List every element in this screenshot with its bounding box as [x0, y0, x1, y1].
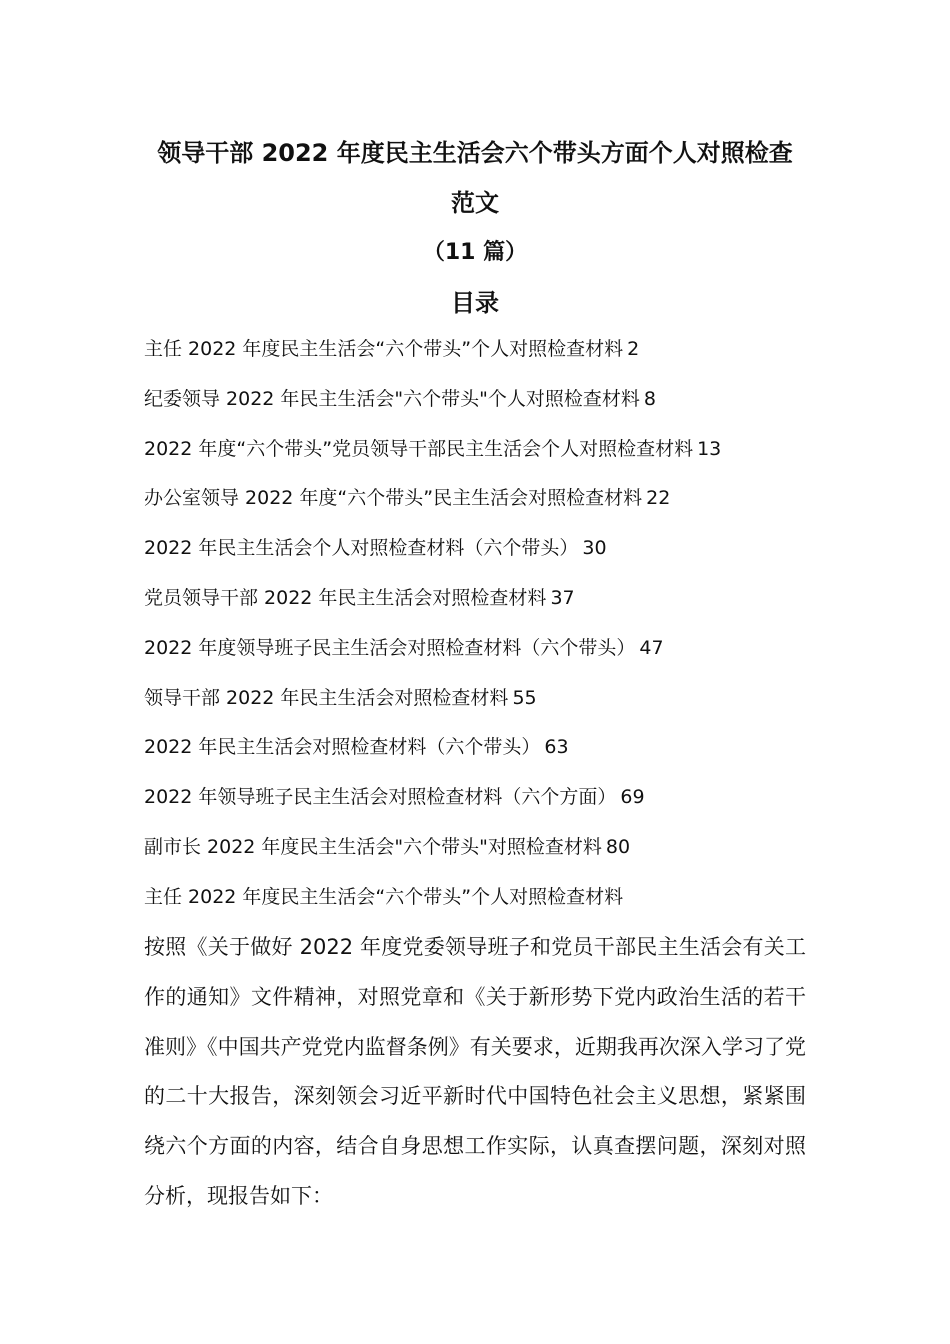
toc-entry-text: 2022 年领导班子民主生活会对照检查材料（六个方面） [144, 786, 617, 809]
toc-entry-text: 2022 年度“六个带头”党员领导干部民主生活会个人对照检查材料 [144, 437, 694, 460]
toc-entry[interactable] [144, 524, 824, 574]
toc-heading: 目录 [451, 289, 499, 317]
toc-entry-text: 2022 年民主生活会对照检查材料（六个带头） [144, 736, 541, 759]
document-count: （11 篇） [422, 240, 528, 265]
toc-entry-page: 80 [605, 835, 631, 858]
toc-entry[interactable] [144, 325, 824, 375]
document-title-line2: 范文 [451, 189, 499, 217]
toc-entry-page: 55 [512, 686, 537, 709]
toc-entry-text: 党员领导干部 2022 年民主生活会对照检查材料 [144, 586, 547, 609]
title-block [0, 128, 950, 328]
document-title [135, 128, 815, 228]
table-of-contents [144, 325, 824, 873]
toc-entry[interactable] [144, 773, 824, 823]
toc-entry[interactable] [144, 624, 824, 674]
toc-entry-page: 63 [544, 736, 569, 759]
toc-entry-text: 主任 2022 年度民主生活会“六个带头”个人对照检查材料 [144, 338, 624, 360]
toc-entry-text: 2022 年民主生活会个人对照检查材料（六个带头） [144, 537, 579, 560]
toc-entry[interactable] [144, 425, 824, 475]
toc-entry[interactable] [144, 474, 824, 524]
toc-entry-text: 2022 年度领导班子民主生活会对照检查材料（六个带头） [144, 636, 636, 659]
toc-entry-page: 37 [550, 586, 575, 609]
toc-entry-page: 30 [582, 537, 607, 560]
toc-entry-page: 69 [620, 786, 645, 809]
toc-entry[interactable] [144, 574, 824, 624]
section-title: 主任 2022 年度民主生活会“六个带头”个人对照检查材料 [144, 886, 624, 908]
document-title-line1: 领导干部 2022 年度民主生活会六个带头方面个人对照检查 [157, 139, 793, 167]
toc-entry[interactable] [144, 674, 824, 724]
toc-entry[interactable] [144, 823, 824, 873]
toc-entry-page: 47 [639, 636, 664, 659]
toc-entry-page: 22 [646, 487, 671, 510]
toc-entry-text: 纪委领导 2022 年民主生活会"六个带头"个人对照检查材料 [144, 387, 640, 410]
toc-entry-page: 13 [697, 437, 722, 460]
toc-entry-page: 2 [627, 338, 640, 360]
toc-entry-page: 8 [643, 387, 657, 410]
toc-entry-text: 副市长 2022 年度民主生活会"六个带头"对照检查材料 [144, 835, 602, 858]
body-paragraph: 按照《关于做好 2022 年度党委领导班子和党员干部民主生活会有关工作的通知》文件精神，对照党章和《关于新形势下党内政治生活的若干准则》《中国共产党党内监督条例》有关要求，近期我再次深入学习了党的二十大报告，深刻领会习近平新时代中国特色社会主义思想，紧紧围绕六个方面的内容，结合自身思想工作实际，认真查摆问题，深刻对照分析，现报告如下： [144, 935, 806, 1208]
toc-entry-text: 领导干部 2022 年民主生活会对照检查材料 [144, 686, 509, 709]
toc-entry[interactable] [144, 375, 824, 425]
toc-entry-text: 办公室领导 2022 年度“六个带头”民主生活会对照检查材料 [144, 487, 643, 510]
toc-entry[interactable] [144, 723, 824, 773]
